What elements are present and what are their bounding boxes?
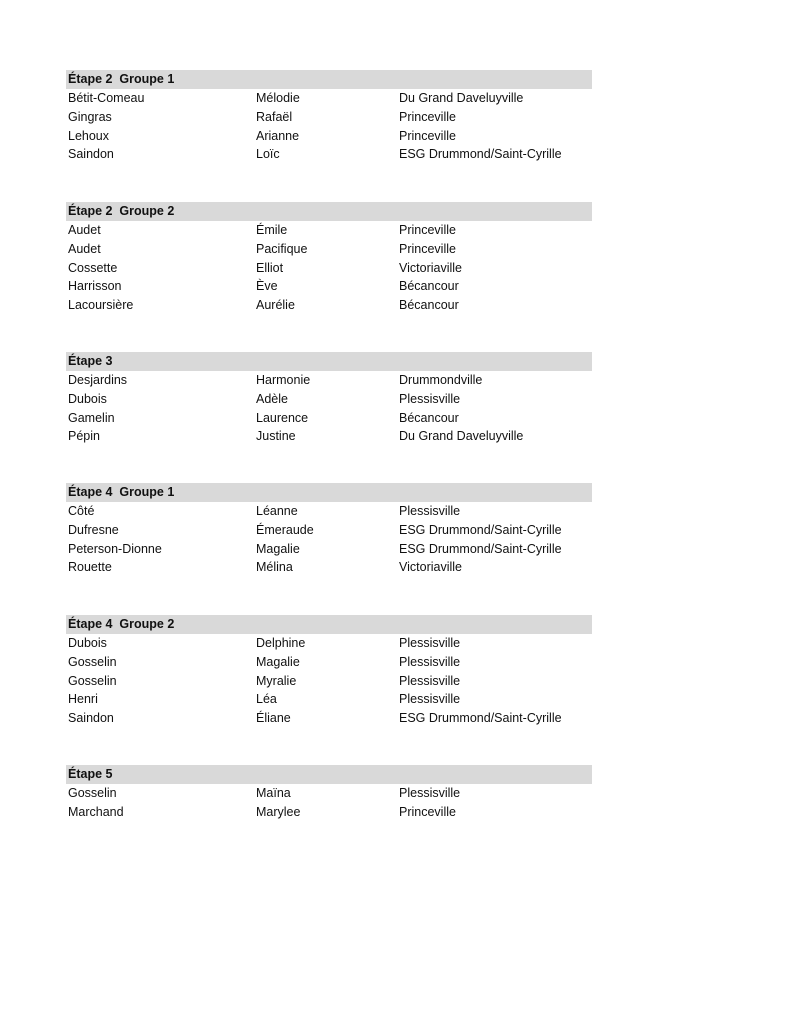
last-name-cell: Dubois — [68, 636, 107, 650]
first-name-cell: Léa — [256, 692, 277, 707]
first-name-cell: Adèle — [256, 391, 288, 406]
first-name-cell: Rafaël — [256, 109, 293, 124]
last-name-cell: Audet — [68, 241, 101, 256]
first-name-cell: Marylee — [256, 804, 301, 819]
table-row — [66, 784, 592, 803]
last-name-cell: Bétit-Comeau — [68, 91, 145, 105]
table-row — [66, 502, 592, 521]
table-row — [66, 690, 592, 709]
first-name-cell: Ève — [256, 279, 278, 294]
last-name-cell: Audet — [68, 223, 101, 237]
club-cell: Plessisville — [399, 391, 461, 406]
group-etape-2-groupe-1 — [66, 70, 592, 164]
first-name-cell: Loïc — [256, 147, 280, 162]
last-name-cell: Pépin — [68, 429, 100, 444]
group-header: Étape 4 Groupe 1 — [66, 483, 592, 502]
club-cell: ESG Drummond/Saint-Cyrille — [399, 522, 562, 537]
first-name-cell: Arianne — [256, 128, 300, 143]
last-name-cell: Harrisson — [68, 279, 122, 294]
last-name-cell: Côté — [68, 504, 95, 518]
first-name-cell: Émile — [256, 223, 288, 237]
last-name-cell: Gingras — [68, 109, 112, 124]
table-row — [66, 558, 592, 577]
last-name-cell: Peterson-Dionne — [68, 541, 162, 556]
table-row — [66, 127, 592, 146]
table-row — [66, 803, 592, 822]
table-row — [66, 108, 592, 127]
club-cell: ESG Drummond/Saint-Cyrille — [399, 147, 562, 162]
last-name-cell: Lehoux — [68, 128, 110, 143]
first-name-cell: Magalie — [256, 654, 300, 669]
club-cell: ESG Drummond/Saint-Cyrille — [399, 711, 562, 726]
table-row — [66, 427, 592, 446]
first-name-cell: Harmonie — [256, 373, 311, 387]
table-row — [66, 653, 592, 672]
first-name-cell: Justine — [256, 429, 296, 444]
group-etape-3 — [66, 352, 592, 446]
group-header: Étape 2 Groupe 1 — [66, 70, 592, 89]
group-etape-4-groupe-2 — [66, 615, 592, 728]
table-row — [66, 277, 592, 296]
first-name-cell: Laurence — [256, 410, 309, 425]
club-cell: Plessisville — [399, 692, 461, 707]
table-row — [66, 409, 592, 428]
last-name-cell: Henri — [68, 692, 98, 707]
group-header: Étape 5 — [66, 765, 592, 784]
first-name-cell: Mélodie — [256, 91, 300, 105]
club-cell: Plessisville — [399, 673, 461, 688]
club-cell: Bécancour — [399, 279, 459, 294]
last-name-cell: Dufresne — [68, 522, 119, 537]
table-row — [66, 240, 592, 259]
table-row — [66, 371, 592, 390]
last-name-cell: Cossette — [68, 260, 118, 275]
first-name-cell: Mélina — [256, 560, 293, 575]
first-name-cell: Aurélie — [256, 298, 295, 313]
club-cell: Drummondville — [399, 373, 483, 387]
first-name-cell: Delphine — [256, 636, 306, 650]
club-cell: Victoriaville — [399, 560, 462, 575]
last-name-cell: Gosselin — [68, 673, 117, 688]
club-cell: Plessisville — [399, 636, 461, 650]
last-name-cell: Gosselin — [68, 654, 117, 669]
club-cell: ESG Drummond/Saint-Cyrille — [399, 541, 562, 556]
table-row — [66, 540, 592, 559]
last-name-cell: Desjardins — [68, 373, 128, 387]
club-cell: Victoriaville — [399, 260, 462, 275]
table-row — [66, 221, 592, 240]
table-row — [66, 89, 592, 108]
first-name-cell: Maïna — [256, 786, 291, 800]
last-name-cell: Rouette — [68, 560, 112, 575]
group-header: Étape 2 Groupe 2 — [66, 202, 592, 221]
last-name-cell: Marchand — [68, 804, 124, 819]
last-name-cell: Saindon — [68, 147, 114, 162]
club-cell: Plessisville — [399, 654, 461, 669]
last-name-cell: Saindon — [68, 711, 114, 726]
first-name-cell: Éliane — [256, 711, 291, 726]
club-cell: Bécancour — [399, 410, 459, 425]
last-name-cell: Gamelin — [68, 410, 115, 425]
club-cell: Princeville — [399, 241, 456, 256]
club-cell: Princeville — [399, 223, 456, 237]
club-cell: Plessisville — [399, 504, 461, 518]
club-cell: Du Grand Daveluyville — [399, 429, 524, 444]
club-cell: Princeville — [399, 128, 456, 143]
first-name-cell: Elliot — [256, 260, 284, 275]
group-etape-2-groupe-2 — [66, 202, 592, 315]
club-cell: Princeville — [399, 109, 456, 124]
club-cell: Bécancour — [399, 298, 459, 313]
table-row — [66, 709, 592, 728]
last-name-cell: Dubois — [68, 391, 107, 406]
last-name-cell: Lacoursière — [68, 298, 134, 313]
first-name-cell: Pacifique — [256, 241, 308, 256]
first-name-cell: Magalie — [256, 541, 300, 556]
group-header: Étape 3 — [66, 352, 592, 371]
first-name-cell: Léanne — [256, 504, 298, 518]
last-name-cell: Gosselin — [68, 786, 117, 800]
club-cell: Princeville — [399, 804, 456, 819]
table-row — [66, 259, 592, 278]
table-row — [66, 521, 592, 540]
group-etape-4-groupe-1 — [66, 483, 592, 577]
club-cell: Du Grand Daveluyville — [399, 91, 524, 105]
first-name-cell: Émeraude — [256, 522, 314, 537]
table-row — [66, 672, 592, 691]
first-name-cell: Myralie — [256, 673, 297, 688]
group-header: Étape 4 Groupe 2 — [66, 615, 592, 634]
table-row — [66, 634, 592, 653]
table-row — [66, 296, 592, 315]
table-row — [66, 390, 592, 409]
table-row — [66, 145, 592, 164]
group-etape-5 — [66, 765, 592, 822]
club-cell: Plessisville — [399, 786, 461, 800]
